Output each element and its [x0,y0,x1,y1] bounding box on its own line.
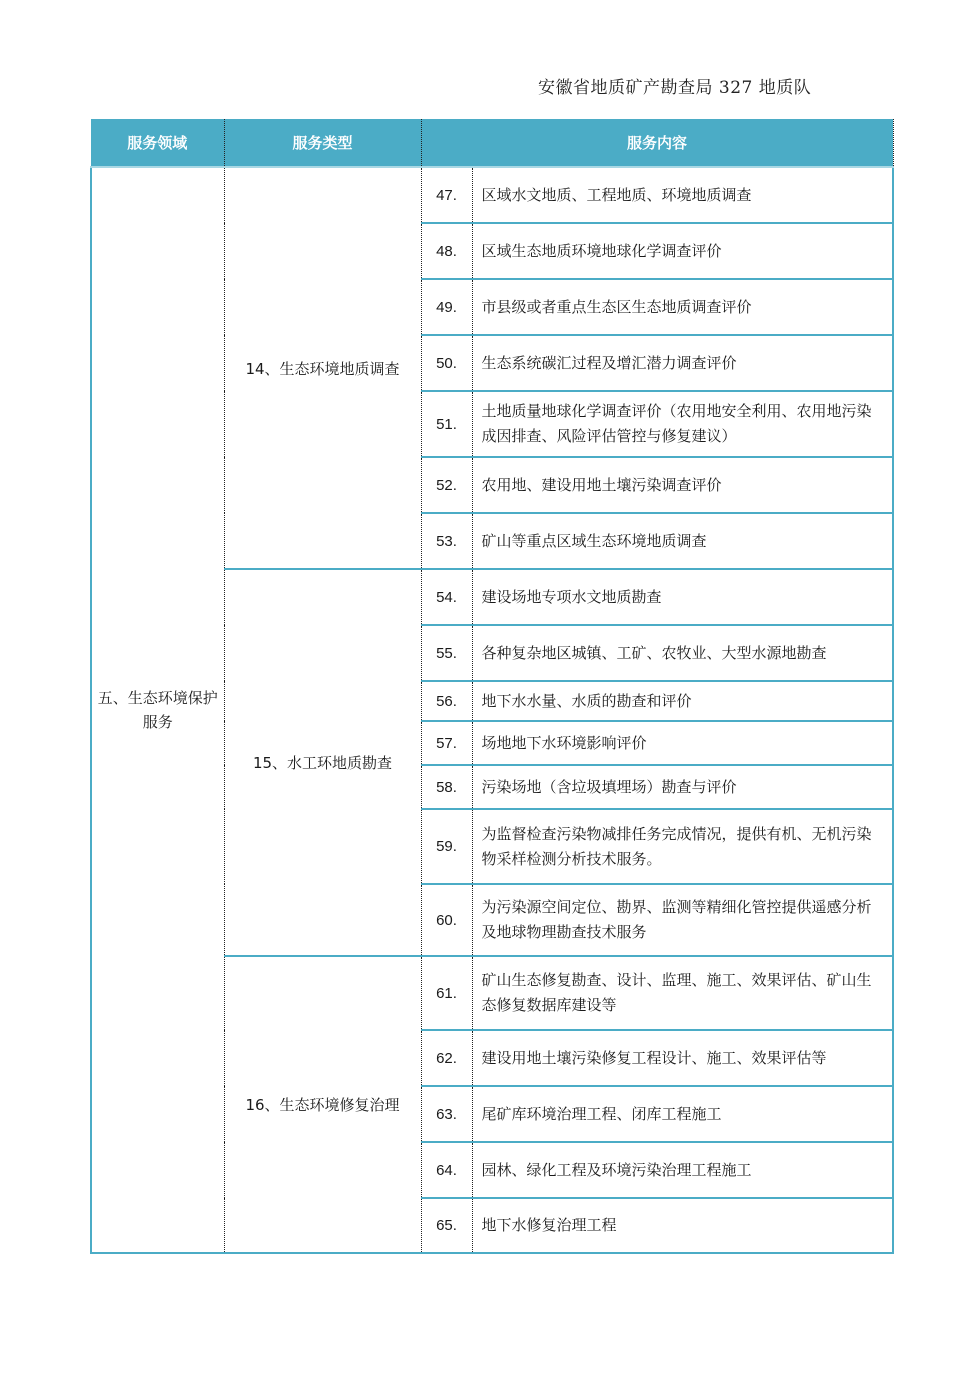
item-number: 50. [421,335,472,391]
item-number: 63. [421,1086,472,1142]
table-header-row [91,119,893,167]
services-table [90,119,894,1254]
column-header-content: 服务内容 [421,119,893,167]
item-text: 生态系统碳汇过程及增汇潜力调查评价 [472,335,893,391]
item-number: 64. [421,1142,472,1198]
item-text: 场地地下水环境影响评价 [472,721,893,765]
item-number: 62. [421,1030,472,1086]
item-text: 地下水水量、水质的勘查和评价 [472,681,893,721]
item-number: 49. [421,279,472,335]
service-field-cell [91,167,224,1253]
item-text: 各种复杂地区城镇、工矿、农牧业、大型水源地勘查 [472,625,893,681]
item-number: 65. [421,1198,472,1253]
item-text: 区域水文地质、工程地质、环境地质调查 [472,167,893,223]
item-number: 52. [421,457,472,513]
organization-header: 安徽省地质矿产勘查局 327 地质队 [538,78,812,98]
service-type-cell: 14、生态环境地质调查 [224,167,421,569]
item-text: 园林、绿化工程及环境污染治理工程施工 [472,1142,893,1198]
item-number: 53. [421,513,472,569]
table-row [91,167,893,223]
item-number: 61. [421,956,472,1030]
column-header-field: 服务领域 [91,119,224,167]
item-text: 尾矿库环境治理工程、闭库工程施工 [472,1086,893,1142]
item-number: 48. [421,223,472,279]
item-text: 土地质量地球化学调查评价（农用地安全利用、农用地污染成因排查、风险评估管控与修复建议） [472,391,893,457]
item-number: 60. [421,884,472,956]
item-text: 建设用地土壤污染修复工程设计、施工、效果评估等 [472,1030,893,1086]
column-header-type: 服务类型 [224,119,421,167]
item-text: 市县级或者重点生态区生态地质调查评价 [472,279,893,335]
service-type-cell: 15、水工环地质勘查 [224,569,421,956]
item-text: 矿山生态修复勘查、设计、监理、施工、效果评估、矿山生态修复数据库建设等 [472,956,893,1030]
item-text: 为监督检查污染物减排任务完成情况，提供有机、无机污染物采样检测分析技术服务。 [472,809,893,884]
item-text: 地下水修复治理工程 [472,1198,893,1253]
item-number: 57. [421,721,472,765]
item-number: 51. [421,391,472,457]
item-number: 59. [421,809,472,884]
item-text: 农用地、建设用地土壤污染调查评价 [472,457,893,513]
item-text: 污染场地（含垃圾填埋场）勘查与评价 [472,765,893,809]
item-text: 建设场地专项水文地质勘查 [472,569,893,625]
service-field-label: 五、生态环境保护服务 [97,689,218,731]
item-number: 56. [421,681,472,721]
item-text: 矿山等重点区域生态环境地质调查 [472,513,893,569]
item-number: 55. [421,625,472,681]
item-number: 47. [421,167,472,223]
item-text: 为污染源空间定位、勘界、监测等精细化管控提供遥感分析及地球物理勘查技术服务 [472,884,893,956]
item-number: 58. [421,765,472,809]
service-type-cell: 16、生态环境修复治理 [224,956,421,1253]
item-number: 54. [421,569,472,625]
item-text: 区域生态地质环境地球化学调查评价 [472,223,893,279]
